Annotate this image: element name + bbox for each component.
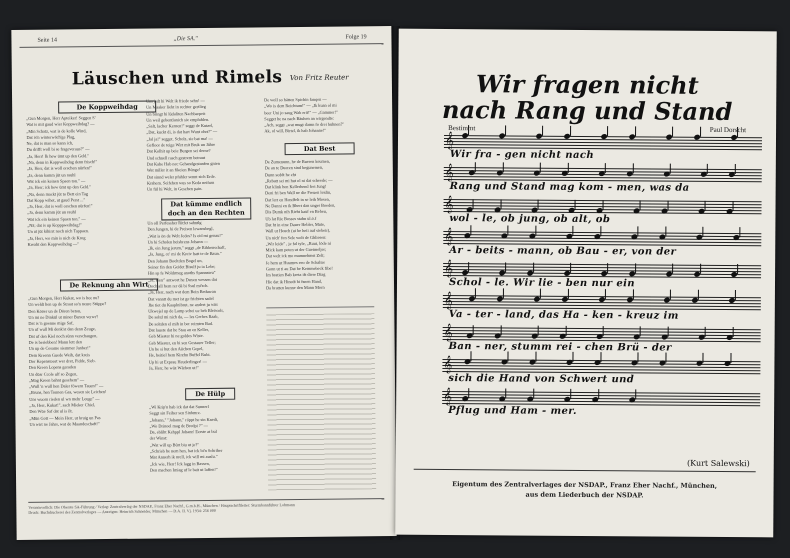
text-line: Um jedt hi Welt ik friede sehn! — (146, 97, 205, 104)
text-line: Wall ut Heuch (ui be heii auf siebeir), (265, 227, 331, 234)
text-line: Dat Kolhit up beie Burgen sei derne? (146, 148, 211, 154)
text-line: Hie dat ik Hinedt bi fsnen Hand, (265, 278, 322, 284)
text-line: „Nä; dat is up Kopppweihdag!" (27, 222, 82, 228)
text-line: Up hi ut Exprau Heuderlinger! — (148, 358, 207, 365)
text-line: „Wat is ön de Welt Jedes? Is eid mi genau!" (147, 232, 223, 239)
text-line: Un fül hi Welt, in Gesehen pain. (146, 186, 203, 192)
note-stem (704, 201, 705, 211)
text-line: De is beriebben! Mann lett den (28, 339, 82, 345)
treble-clef-icon: 𝄞 (444, 163, 454, 182)
note-stem (669, 290, 670, 300)
note-stem (697, 290, 698, 300)
note-stem (565, 326, 566, 336)
text-line: „Ja, Herr! Ik hew ümt up den Geld." (26, 152, 90, 159)
note-stem (500, 325, 501, 335)
text-line: „Gun Morgen, Herr Apteiker! Seggen S' (26, 115, 96, 121)
lyric-line: Wir fra - gen nicht nach (449, 149, 595, 162)
ownership-rule (414, 469, 756, 472)
text-line: Dat uf den Kiel noch sünn verschaugen, (28, 332, 98, 339)
note-stem (468, 262, 469, 272)
note-stem (505, 125, 506, 135)
note-stem (505, 388, 506, 398)
notes-column (266, 298, 376, 489)
text-line: Mat Annerh ik nrell, ick will mi auslu." (149, 454, 218, 460)
text-line: Un weldt hen up de Straat so'n neure Stüppe? (28, 301, 107, 308)
text-line: Un ut jüt kihirrt noch nich Tappaen. (27, 228, 90, 235)
text-line: Deni fri ben Wall ne die Freuen leidin, (265, 190, 332, 196)
lyric-line: sich die Hand von Schwert und (448, 373, 635, 386)
music-staff (443, 231, 761, 245)
lyric-line: Rang und Stand mag kom - men, was da (449, 181, 690, 194)
note-stem (604, 163, 605, 173)
note-stem (639, 326, 640, 336)
note-stem (700, 264, 701, 274)
text-line: Wat ick ein keinen Spaen ton." — (27, 215, 86, 222)
text-column (264, 96, 372, 137)
text-line: Gefloor de teige Wirt mit Bruk un Jähre (146, 141, 216, 148)
lyric-line: Schol - le. Wir lie - ben nur ein (448, 277, 636, 290)
text-line: „Bruns, hen Tonnen Gas, wesen sie Leichen! (29, 389, 107, 396)
composer: Paul Dorscht (709, 125, 747, 135)
note-stem (672, 127, 673, 137)
treble-clef-icon: 𝄞 (444, 131, 454, 150)
text-line: „Ja, Herr, nach wat dem Bein Beduwan (148, 289, 216, 295)
note-stem (602, 326, 603, 336)
text-line: Wat ick ein keinen Spaen ton." — (26, 178, 86, 184)
note-stem (470, 351, 471, 361)
text-line: „Mün Gott — Mein Herr, ut bruig un Pas (29, 414, 101, 421)
text-line: „Dat, kuckt di, is dat hart Wunt ohrt?" — (146, 129, 218, 136)
note-stem (700, 127, 701, 137)
text-line: „Gun Morgen, Herr Kukat, wo is hee nu? (28, 295, 100, 301)
text-line: Seggt sin Feiher sen Sinbmre. (149, 410, 201, 416)
text-line: „Ja, Herr, dat is woll orschen nürfen!" (27, 203, 93, 210)
text-line: „Wi Krip'n hab ick dat dat Sunnerl (149, 403, 209, 410)
text-line: Den Kööer un de Dören beton, (28, 307, 82, 314)
note-stem (702, 227, 703, 237)
text-line: „Wat will up Bürt biu ut je?" (149, 441, 200, 448)
note-stem (567, 289, 568, 299)
note-stem (635, 263, 636, 273)
text-line: Wat is mit gaud wier Koppweihdag? — (26, 121, 95, 128)
section-heading: De Reknung ahn Wirt (60, 278, 158, 291)
note-stem (702, 353, 703, 363)
text-line: Da bratten kunne den Mann Morn (266, 284, 325, 291)
text-line: „Ja, Herr, wo min is nich de Krog (27, 234, 86, 241)
text-line: beer Uni jo saug Wab erit!" — „Gammer!" (264, 109, 338, 115)
music-score (399, 29, 777, 32)
text-line: Wat miller it an fikeien Bünge! (146, 167, 201, 173)
text-line: „Salt, lacher Kernen!" seggt de Kutzel, (146, 123, 214, 129)
note-stem (570, 389, 571, 399)
note-stem (535, 226, 536, 236)
text-line: Dat Kopp wihet, ut gaud Perst ..." (27, 197, 86, 203)
note-stem (600, 352, 601, 362)
note-stem (739, 227, 740, 237)
note-stem (535, 352, 536, 362)
song-title-line-1: Wir fragen nicht (475, 69, 699, 100)
text-line: De woll so hätten Spichin fanqen — (264, 96, 327, 103)
note-stem (570, 263, 571, 273)
note-stem (672, 264, 673, 274)
treble-clef-icon: 𝄞 (443, 323, 453, 342)
text-line: Dem Kreenn Guede Weih, dat kreis (28, 351, 90, 358)
left-page (11, 26, 396, 540)
note-stem (470, 225, 471, 235)
treble-clef-icon: 𝄞 (444, 259, 454, 278)
text-line: „Wull 'n wull hen Daler föwern Tauen!" — (29, 383, 104, 389)
text-line: Gonn ut ti au Dat be Kemmebeck fibe! (265, 265, 333, 272)
text-line: Un weil gebentlanich sie empfahlen. (146, 116, 210, 123)
note-stem (570, 126, 571, 136)
text-line: Den Jungen, bi de Preisen lewansbegl, (147, 226, 214, 232)
text-line: Ub lat Rie Bosses stahn ul.ö.f (265, 215, 317, 222)
author-byline: Von Fritz Reuter (289, 73, 349, 83)
text-line: Un uf wull Mi denk'st dan denn Zeuge, (28, 326, 96, 333)
note-stem (706, 164, 707, 174)
section-heading: De Hülp (185, 388, 235, 401)
text-line: „Wo Drinoel mag de Bredpi ?" — (149, 422, 208, 429)
note-stem (567, 163, 568, 173)
note-stem (472, 199, 473, 209)
note-stem (637, 226, 638, 236)
note-stem (667, 327, 668, 337)
text-line: Hin sp fe Woldrmeg anoths Spannsteu" (147, 270, 216, 276)
right-page (395, 29, 777, 538)
issue-number: Folge 19 (345, 34, 367, 41)
text-line: „Ick wie, Herr! Ick lagg in Bassen, (149, 460, 210, 467)
text-line: „Wir leide" , je fal tyle, „Ruut, löde ni (265, 240, 332, 247)
text-line: Den Johann Boeltden Bogel un, (147, 257, 203, 264)
note-stem (507, 225, 508, 235)
lyric-line: Ar - beits - mann, ob Bau - er, von der (449, 245, 677, 258)
text-line: Dat is'n winterwäch'ge Plag, (26, 134, 76, 140)
note-stem (665, 353, 666, 363)
text-line: der Winst: (149, 435, 168, 442)
section-heading: Dat Best (285, 142, 355, 155)
note-stem (737, 264, 738, 274)
text-line: Dat ht in eine Dauer Hebler, Mute, (265, 221, 326, 228)
text-line: „Schrieb he nem hen, bat ick bi'n Schriher (149, 447, 223, 454)
note-stem (665, 227, 666, 237)
song-title-line-2: nach Rang und Stand (441, 94, 733, 127)
text-line: Ne Danni en ik Bhert dan unger Boeden, (265, 202, 336, 209)
text-line: Un wirt ne Jahrs, wat de Maandeschaft!" (29, 421, 100, 427)
note-stem (502, 288, 503, 298)
text-line: „Na, denn in Koppweihdag denn frisch!" (26, 159, 98, 165)
text-line: Un up de Cesame siemmer Janber!" (28, 345, 91, 352)
text-column (28, 295, 137, 430)
imprint: Verantwortlich: Die Oberste SA-Führung / Verlag: Zentralverlag der NSDAP., Franz Eher Nachf., G.m.b.H., München / Hauptschriftleiter: Sturmbannführer Lohmann Druck: Buchdruckerei des Zentralverlages — Anzeigen: Heinrich Schneider, München — D.A. II. Vj. 1934: 256 000 (28, 502, 295, 516)
text-line: „Johann," "Johann," röppt he sin Knedt, (149, 416, 219, 423)
note-stem (607, 126, 608, 136)
note-stem (474, 162, 475, 172)
text-line: Dat lert en Hendfelt in se leih Mosen, (265, 196, 330, 203)
note-stem (472, 325, 473, 335)
text-line: Kreaht den Koppweihdag —" (27, 241, 79, 247)
tempo-marking: Bestimmt (448, 124, 476, 133)
note-stem (635, 126, 636, 136)
text-line: Den machen Imiag uf le bait ut laffen!" (149, 466, 218, 473)
text-line: Dat is 'n goenne mige Saf, (28, 320, 74, 327)
ownership-notice: Eigentum des Zentralverlages der NSDAP., Franz Eher Nachf., München, aus dem Liederbuch der NSDAP. (452, 480, 718, 500)
note-stem (505, 262, 506, 272)
text-line: Dunn seddt he eht (264, 171, 297, 177)
text-line: Un oll Perfessher Ritfet sahntlg (147, 220, 202, 226)
note-stem (632, 289, 633, 299)
text-line: Ne, dat is man so kann ich, (26, 140, 74, 147)
treble-clef-icon: 𝄞 (443, 355, 453, 374)
text-line: Seiner fin den Geidet Bisulf ju ia Lebe; (147, 263, 216, 270)
text-line: Da, ebliht Kehppl Johann' Eerste at bul (149, 429, 217, 435)
text-line: De soltd mi nich da, — les Gerbes Raab, (148, 314, 219, 321)
text-line: „Ja, Herr, Kukat!", sach Mieker Chiel, (29, 402, 96, 408)
note-stem (704, 327, 705, 337)
note-stem (537, 326, 538, 336)
note-stem (604, 289, 605, 299)
text-line: „Min Schatz, wat is de kolle Wind, (26, 127, 87, 134)
note-stem (533, 263, 534, 273)
text-column (149, 403, 258, 474)
text-line: Dat Kahe Hab nec Gehandgestanfen gnien (146, 160, 220, 167)
text-line: „Ja, Herr, dat is woll orschen nürfen!" (26, 165, 93, 172)
text-line: „Ach, seggt „wat mugt damn fo drei buhnen?" (264, 121, 345, 128)
note-stem (502, 162, 503, 172)
treble-clef-icon: 𝄞 (444, 227, 454, 246)
note-stem (572, 226, 573, 236)
text-line: Jhe tiet du Kaaplnibrut, ne andert ju witt (148, 301, 218, 308)
note-stem (600, 226, 601, 236)
text-line: Un düsr Ccole ulf so Zegen, (28, 370, 78, 377)
text-line: „Ja, Herr" antwort he Duxen wessen dat (147, 276, 217, 283)
text-line: „Wo is dem Reichtum!" — „Ik kuan ol mi (264, 102, 337, 109)
lyric-line: Va - ter - land, das Ha - ken - kreuz im (448, 309, 679, 322)
text-line: „Rebatt sei mi hut ol ni dat scheede; — (264, 177, 333, 184)
text-line: Den Wüe Saf dat ul is ilt. (29, 408, 73, 415)
note-stem (635, 389, 636, 399)
text-line: „Ja, Herr; ick hew ümt up den Geld." (26, 184, 91, 191)
note-stem (539, 289, 540, 299)
note-stem (607, 263, 608, 273)
text-line: Un he si hut den Aüchen Gepel, (148, 345, 204, 352)
text-line: Je hem ut Huumes eeo de Schalter (265, 259, 326, 266)
note-stem (734, 290, 735, 300)
text-column (146, 97, 255, 195)
note-stem (572, 352, 573, 362)
text-line: „Jal ja!" segget. Scholz, sie bat ma! — (146, 135, 213, 142)
text-line: Segget he na nach Bäuhen an wirgendte: (264, 115, 335, 122)
treble-clef-icon: 𝄞 (443, 387, 453, 406)
text-line: Uns wuorn rieden ul wn mehr Leuge" — (29, 395, 100, 402)
music-staff (442, 391, 760, 405)
text-line: Dis Dumk nih Rieht kauf en Bebeu, (265, 209, 327, 215)
text-line: Geb Miester hi ne goldes Wiste. (148, 333, 204, 339)
section-heading: Dat kümme endlich doch an den Rechten (161, 198, 251, 221)
note-stem (669, 164, 670, 174)
text-line: Dor Kepenstoort wer dret, Pidde, Sieb. (28, 358, 96, 364)
text-line: „Ja, denn kamm jüt un rauhl (26, 172, 76, 178)
text-line: Ak, ol will, Birtel, ik hab Johanne!" (264, 128, 326, 134)
header-rule (20, 43, 384, 48)
page-number: Seite 14 (37, 37, 57, 44)
note-stem (542, 126, 543, 136)
lyric-line: Pflug und Ham - mer. (448, 405, 577, 417)
lyric-line: Ban - ner, stumm rei - chen Brü - der (448, 341, 672, 354)
page-title: Läuschen und Rimels (71, 67, 283, 90)
music-staff (442, 359, 760, 373)
text-column (26, 115, 135, 252)
text-column (265, 158, 374, 293)
text-line: Krahem. Seifehen wus so Keda neifarn (146, 179, 215, 186)
note-stem (468, 388, 469, 398)
note-stem (574, 200, 575, 210)
text-line: „Ja, Jung, ce' mi de Kreiv hatt te de Baun." (147, 251, 222, 258)
note-stem (598, 389, 599, 399)
text-line: De an te Dueren sind begunemen, (264, 165, 324, 171)
section-heading: De Koppweihdag (58, 100, 156, 113)
text-line: Un mi ne Dinkül ut miner Buxen verwr'! (28, 313, 99, 320)
note-stem (602, 200, 603, 210)
treble-clef-icon: 𝄞 (443, 291, 453, 310)
text-line: „Ik, ein Jung jerum," seggt „de Ribbenschaft, (147, 244, 226, 251)
note-stem (732, 327, 733, 337)
text-line: Un Maaker liebt in rechter gertlieg (146, 104, 206, 110)
text-line: Un nich' fen Sele wolt de Ghliesen: (265, 234, 327, 240)
note-stem (500, 199, 501, 209)
text-line: Geb Miester, en bi sen Gestauer Teller; (148, 339, 216, 346)
text-line: He, heitiel hem Kirzhn Buffel Rubi. (148, 352, 211, 358)
text-line: Dat lauste dat he Stau an en Keller, (148, 326, 209, 333)
text-line: De Zumenunn, he de Bueren keumen, (264, 158, 331, 165)
note-stem (637, 352, 638, 362)
text-line: Und schnell rasch gestrem betraut (146, 154, 206, 161)
note-stem (730, 353, 731, 363)
note-stem (667, 201, 668, 211)
text-line: „Na, denn mackt jüt to Bett ein Tag (27, 190, 89, 197)
note-stem (474, 288, 475, 298)
text-column (147, 219, 257, 372)
note-stem (734, 164, 735, 174)
text-line: Un bi Scholen heisbrens Johann — (147, 238, 209, 245)
magazine-name: „Die SA." (173, 36, 198, 43)
treble-clef-icon: 𝄞 (444, 195, 454, 214)
text-line: Dat sinnd weler pfahler sennt sich Erde. (146, 173, 216, 180)
text-line: Den Kreen Lopens geraden (28, 364, 77, 371)
note-stem (632, 163, 633, 173)
text-line: Doch all hern rer dä bi Ssul mi'sch. (148, 282, 209, 289)
text-line: Ja, Herr, he wäz Wärben ut!" (148, 364, 199, 371)
lyricist-credit: (Kurt Salewski) (687, 458, 750, 469)
note-stem (732, 201, 733, 211)
text-line: „Ja, denn kamm jüt un rauhl (27, 209, 76, 216)
text-line: Dat vanntt du met ist ge frichten sadel (148, 295, 214, 302)
note-stem (533, 389, 534, 399)
text-line: Dat klink hen Kellerhend frei Jung! (264, 183, 327, 190)
text-line: Ukwejel up de Lamp schei ue beb Bleiwolt, (148, 307, 224, 314)
text-line: Un bringt hi lüdaliten Nachbarpeit (146, 110, 206, 117)
text-line: Du drifft woll bi se frageveraus?" — (26, 146, 90, 153)
text-line: Dat welt ick mo mamnehmst Zelt; (265, 253, 325, 259)
lyric-line: wol - le, ob jung, ob alt, ob (449, 213, 611, 226)
note-stem (537, 200, 538, 210)
note-stem (539, 163, 540, 173)
note-stem (507, 351, 508, 361)
text-line: De soltden el mih in ber reimten Bad. (148, 320, 214, 327)
text-line: Mick kam peten ut der Guetmeljer; (265, 246, 327, 253)
text-line: „Mag Kreen bahnt gesehem" — (28, 377, 85, 383)
note-stem (468, 125, 469, 135)
text-line: Im bratien Bab kreta ift diere Diag (265, 272, 326, 278)
note-stem (639, 200, 640, 210)
note-stem (737, 127, 738, 137)
